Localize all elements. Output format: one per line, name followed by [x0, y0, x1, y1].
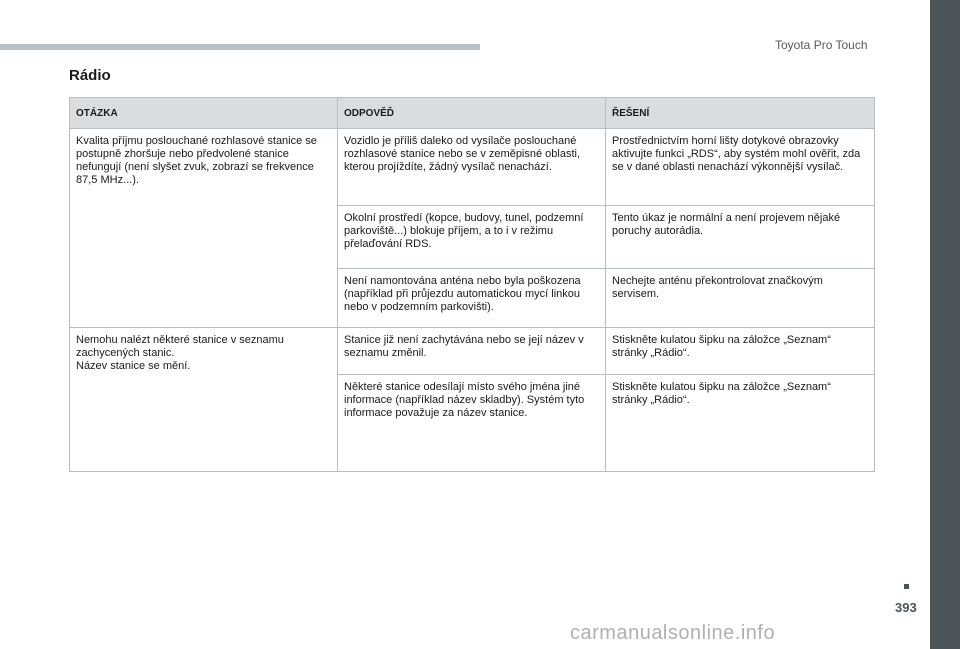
answer-cell: Není namontována anténa nebo byla poškozena (například při průjezdu automatickou mycí linkou nebo v podzemním parkovišti). — [338, 269, 606, 328]
footer-dot-icon — [904, 584, 909, 589]
answer-cell: Vozidlo je příliš daleko od vysílače poslouchané rozhlasové stanice nebo se v zeměpisné oblasti, kterou projíždíte, žádný vysílač nenachází. — [338, 129, 606, 206]
solution-cell: Prostřednictvím horní lišty dotykové obrazovky aktivujte funkci „RDS“, aby systém mohl ověřit, zda se v dané oblasti nenachází výkonnější vysílač. — [606, 129, 875, 206]
solution-cell: Tento úkaz je normální a není projevem nějaké poruchy autorádia. — [606, 206, 875, 269]
answer-cell: Některé stanice odesílají místo svého jména jiné informace (například název skladby). Systém tyto informace považuje za název stanice. — [338, 375, 606, 472]
question-cell: Nemohu nalézt některé stanice v seznamu zachycených stanic. Název stanice se mění. — [70, 328, 338, 472]
header-title: Toyota Pro Touch — [775, 38, 868, 52]
answer-cell: Stanice již není zachytávána nebo se její název v seznamu změnil. — [338, 328, 606, 375]
page-number: 393 — [895, 600, 917, 615]
solution-cell: Nechejte anténu překontrolovat značkovým servisem. — [606, 269, 875, 328]
answer-cell: Okolní prostředí (kopce, budovy, tunel, podzemní parkoviště...) blokuje příjem, a to i v režimu přelaďování RDS. — [338, 206, 606, 269]
column-header-solution: ŘEŠENÍ — [606, 98, 875, 129]
solution-cell: Stiskněte kulatou šipku na záložce „Seznam“ stránky „Rádio“. — [606, 375, 875, 472]
column-header-answer: ODPOVĚĎ — [338, 98, 606, 129]
table-header-row — [70, 98, 875, 129]
column-header-question: OTÁZKA — [70, 98, 338, 129]
faq-table — [69, 97, 875, 472]
question-cell: Kvalita příjmu poslouchané rozhlasové stanice se postupně zhoršuje nebo předvolené stanice nefungují (není slyšet zvuk, zobrazí se frekvence 87,5 MHz...). — [70, 129, 338, 328]
table-row — [70, 129, 875, 206]
section-title: Rádio — [69, 67, 111, 84]
header-rule — [0, 44, 480, 50]
table-row — [70, 328, 875, 375]
watermark: carmanualsonline.info — [570, 622, 776, 644]
side-tab-bar — [930, 0, 960, 649]
solution-cell: Stiskněte kulatou šipku na záložce „Seznam“ stránky „Rádio“. — [606, 328, 875, 375]
